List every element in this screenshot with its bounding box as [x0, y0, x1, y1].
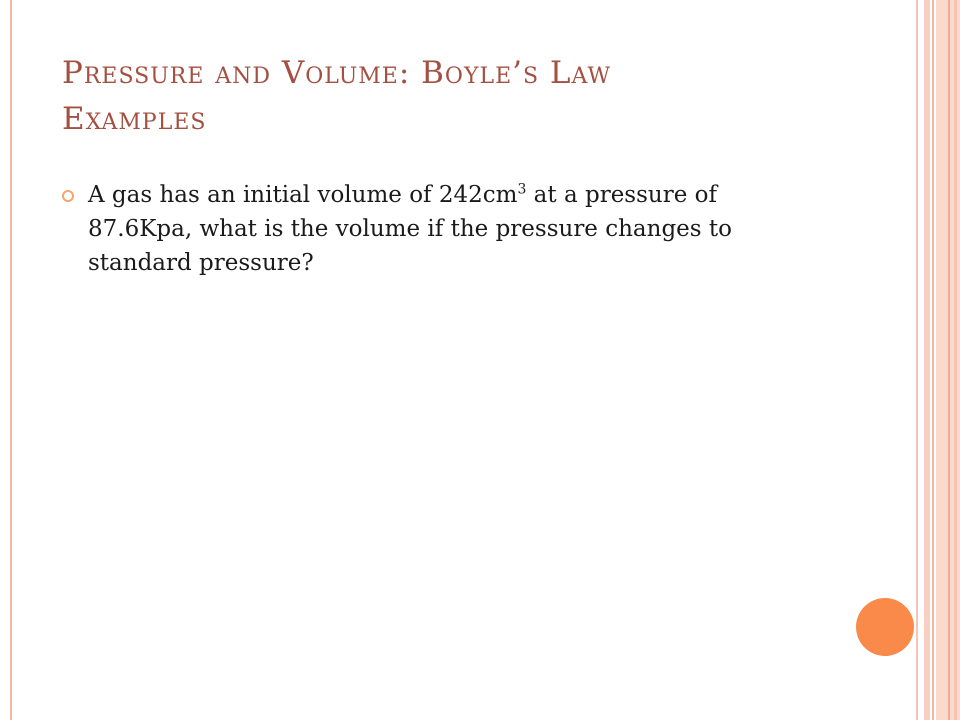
- bullet-text-after: at a pressure of 87.6Kpa, what is the volume if the pressure changes to standard pressure?: [88, 182, 732, 276]
- right-stripe: [948, 0, 950, 720]
- left-border-line: [10, 0, 12, 720]
- right-stripe: [932, 0, 934, 720]
- bullet-item: [62, 178, 822, 280]
- superscript-exponent: 3: [517, 181, 527, 198]
- bullet-text-before: A gas has an initial volume of 242cm: [88, 182, 518, 208]
- orange-circle-decoration: [856, 598, 914, 656]
- bullet-list: [62, 178, 822, 280]
- slide-title: [62, 50, 882, 142]
- hollow-circle-bullet-icon: [62, 190, 74, 202]
- right-stripe: [916, 0, 918, 720]
- right-stripe: [954, 0, 957, 720]
- right-stripe: [924, 0, 930, 720]
- title-line-2: Examples: [62, 101, 207, 137]
- title-line-1: Pressure and Volume: Boyle’s Law: [62, 55, 612, 91]
